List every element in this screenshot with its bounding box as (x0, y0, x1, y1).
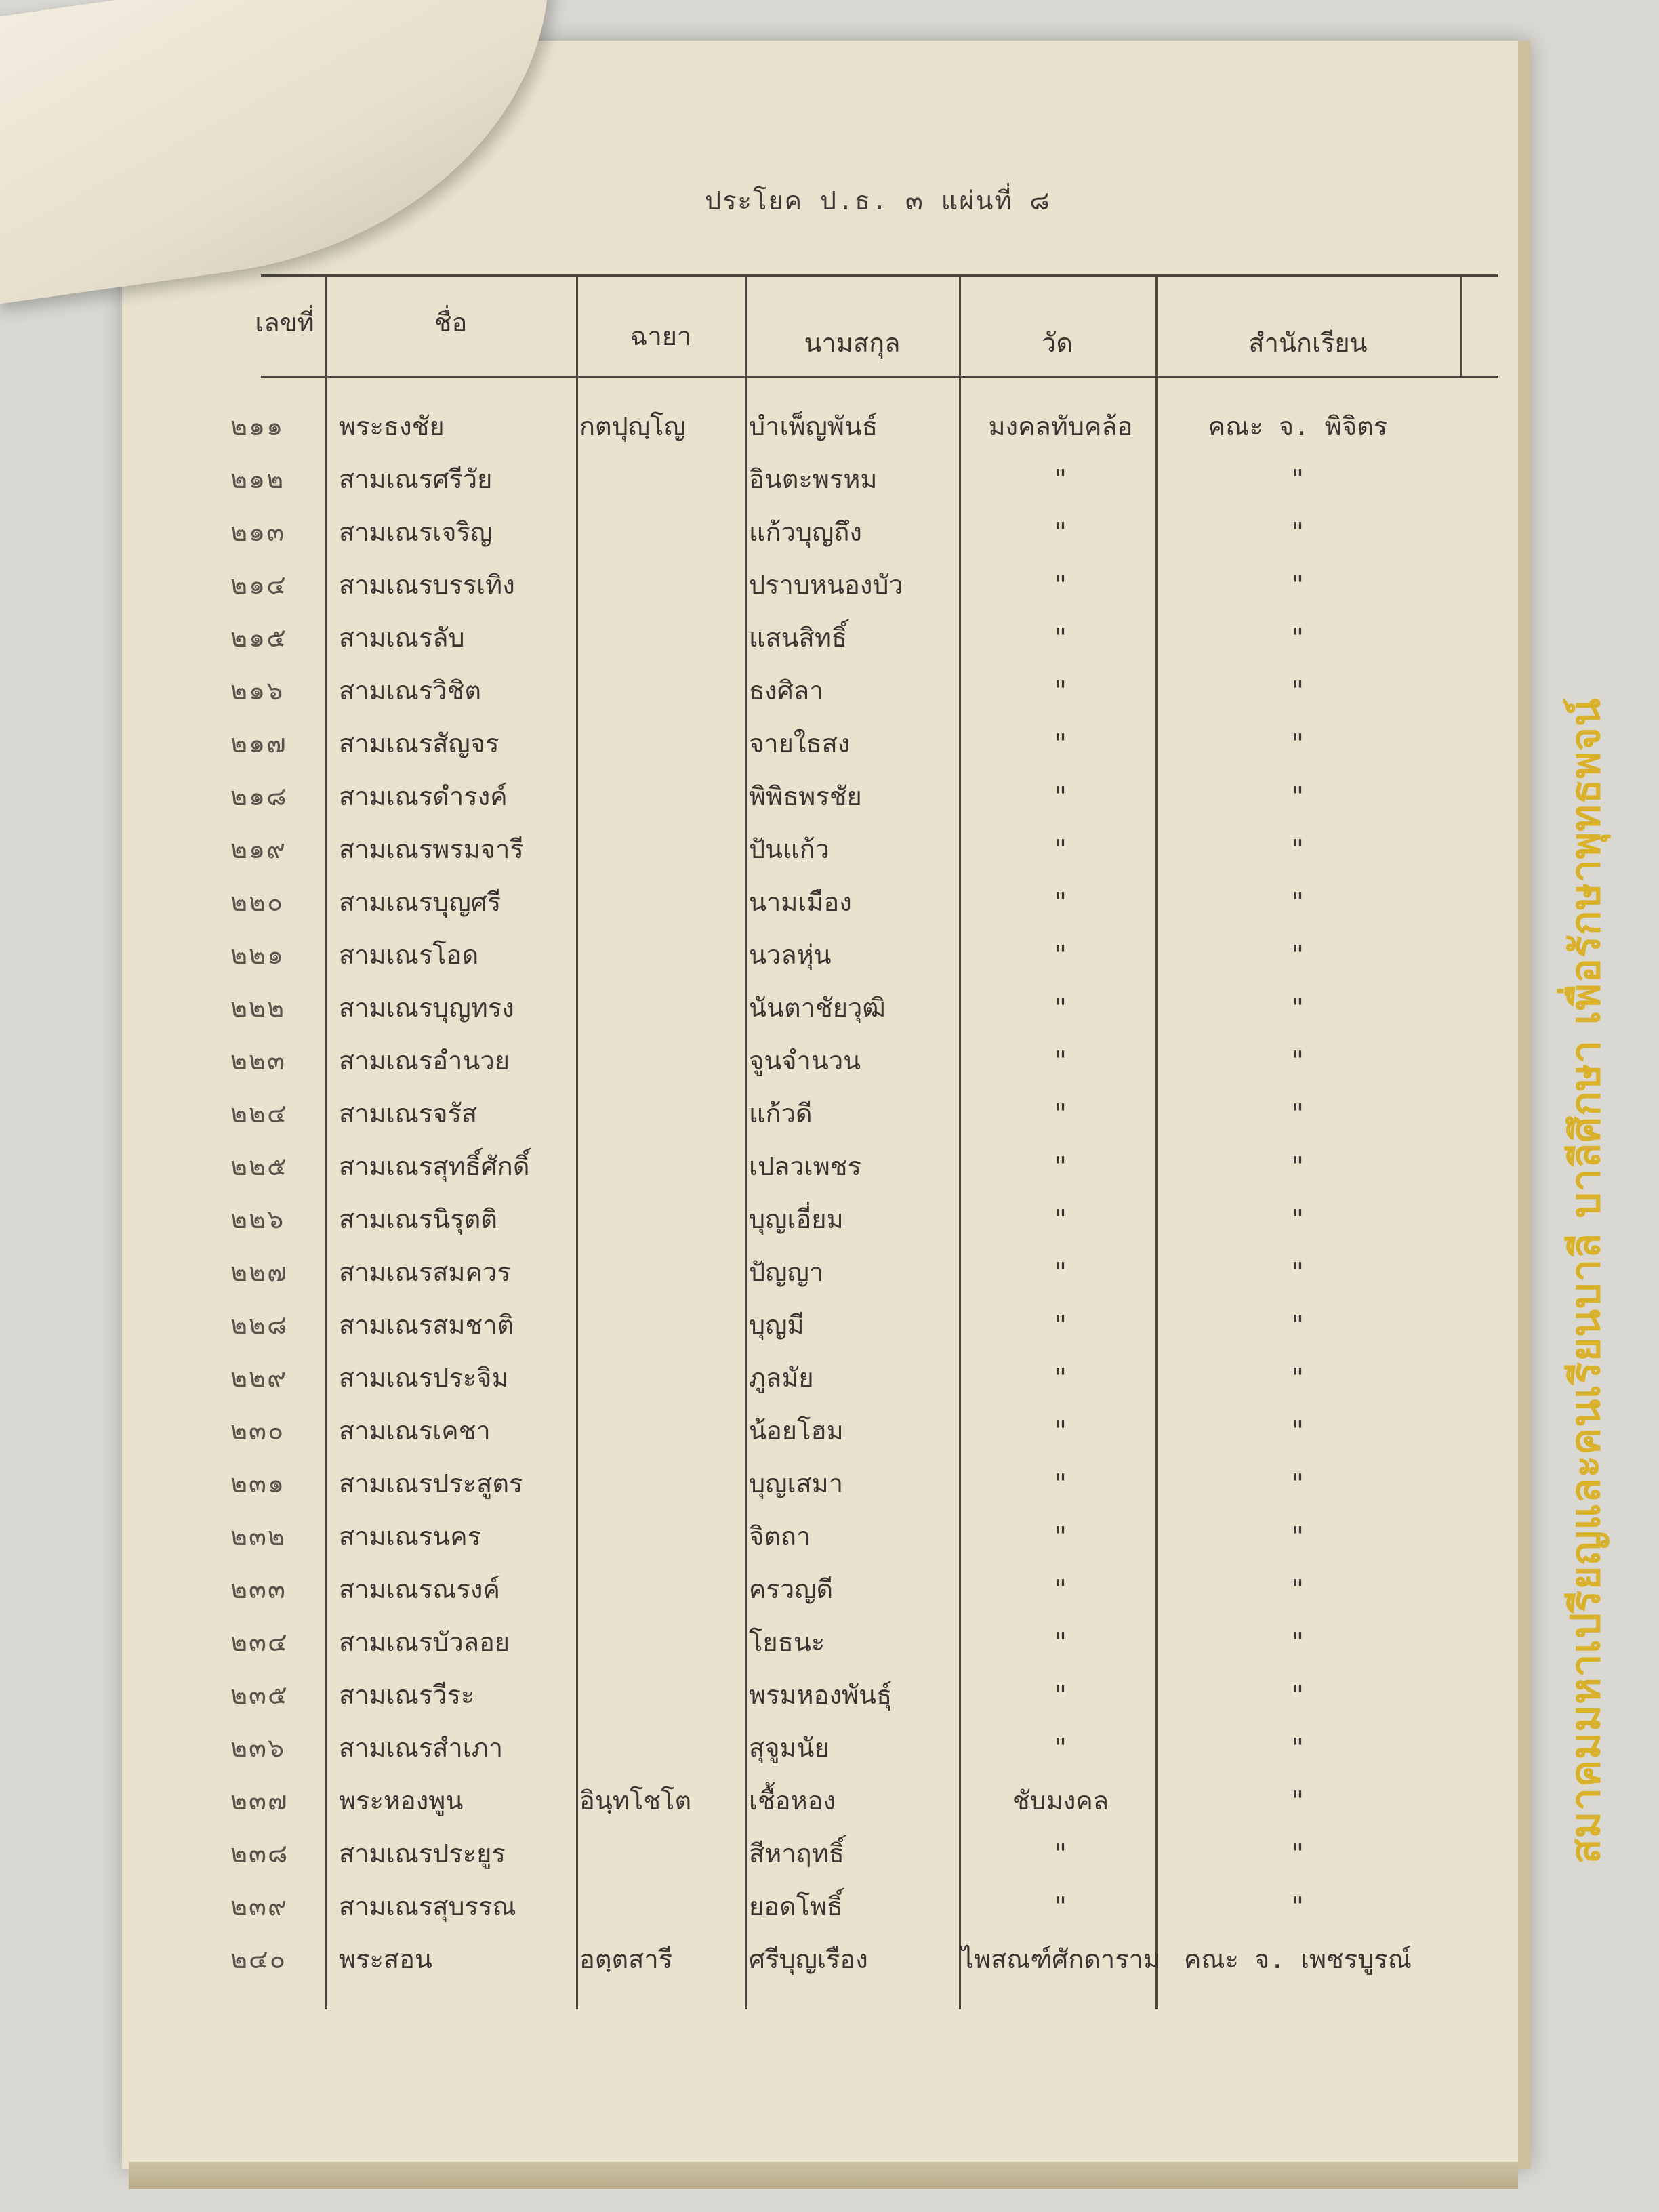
row-number: ๒๓๕ (230, 1680, 289, 1710)
row-surname: จิตถา (749, 1521, 811, 1551)
row-wat: " (1052, 1310, 1069, 1340)
row-wat: " (1052, 1627, 1069, 1657)
row-surname: อินตะพรหม (749, 464, 878, 494)
row-wat: " (1052, 517, 1069, 547)
row-surname: จูนจำนวน (749, 1046, 861, 1076)
row-wat: " (1052, 623, 1069, 653)
row-surname: ปัญญา (749, 1257, 824, 1287)
row-school: " (1290, 1204, 1306, 1234)
row-name: สามเณรสมชาติ (339, 1310, 514, 1340)
row-surname: บำเพ็ญพันธ์ (749, 411, 878, 441)
row-surname: แก้วดี (749, 1099, 813, 1128)
row-number: ๒๒๖ (230, 1204, 285, 1234)
row-school: " (1290, 1786, 1306, 1816)
table-row (230, 981, 1498, 1034)
row-wat: " (1052, 887, 1069, 917)
header-wat: วัด (1041, 328, 1073, 358)
row-school: คณะ จ. พิจิตร (1208, 411, 1388, 441)
header-surname: นามสกุล (804, 328, 901, 358)
row-number: ๒๓๐ (230, 1416, 285, 1446)
row-surname: ภูลมัย (749, 1363, 814, 1393)
table-row (230, 928, 1498, 981)
row-wat: " (1052, 1891, 1069, 1921)
row-wat: " (1052, 570, 1069, 600)
row-number: ๒๓๒ (230, 1521, 287, 1551)
row-name: สามเณรประยูร (339, 1839, 506, 1868)
table-row (230, 1721, 1498, 1774)
page-title: ประโยค ป.ธ. ๓ แผ่นที่ ๘ (705, 186, 1051, 216)
row-school: " (1290, 1099, 1306, 1128)
row-number: ๒๓๘ (230, 1839, 289, 1868)
table-row (230, 1404, 1498, 1457)
row-wat: " (1052, 1469, 1069, 1498)
row-number: ๒๓๔ (230, 1627, 289, 1657)
row-wat: " (1052, 464, 1069, 494)
row-name: สามเณรนคร (339, 1521, 482, 1551)
row-number: ๒๑๒ (230, 464, 285, 494)
table-row (230, 1087, 1498, 1140)
row-wat: " (1052, 834, 1069, 864)
page-stack-edge (129, 2162, 1518, 2189)
table-row (230, 400, 1498, 453)
row-number: ๒๑๓ (230, 517, 286, 547)
row-wat: " (1052, 1839, 1069, 1868)
row-name: สามเณรบุญศรี (339, 887, 501, 917)
row-name: สามเณรเจริญ (339, 517, 493, 547)
row-wat: " (1052, 1099, 1069, 1128)
table-row (230, 1827, 1498, 1880)
row-school: " (1290, 1257, 1306, 1287)
row-name: พระสอน (339, 1944, 432, 1974)
row-number: ๒๒๔ (230, 1099, 288, 1128)
row-school: " (1290, 1733, 1306, 1763)
row-surname: บุญเอี่ยม (749, 1204, 844, 1234)
header-school: สำนักเรียน (1248, 328, 1368, 358)
row-surname: บุญมี (749, 1310, 804, 1340)
row-name: สามเณรบรรเทิง (339, 570, 515, 600)
row-school: " (1290, 1469, 1306, 1498)
row-name: สามเณรประจิม (339, 1363, 509, 1393)
row-surname: เชื้อหอง (749, 1786, 836, 1816)
row-name: สามเณรเคชา (339, 1416, 491, 1446)
row-school: " (1290, 1521, 1306, 1551)
row-school: " (1290, 1310, 1306, 1340)
row-chaya: กตปุญฺโญ (579, 411, 686, 441)
row-school: " (1290, 1574, 1306, 1604)
row-name: สามเณรอำนวย (339, 1046, 510, 1076)
row-school: " (1290, 464, 1306, 494)
table-row (230, 1510, 1498, 1563)
header-chaya: ฉายา (630, 321, 692, 351)
row-name: สามเณรสุบรรณ (339, 1891, 516, 1921)
row-school: " (1290, 781, 1306, 811)
table-row (230, 1351, 1498, 1404)
row-wat: ชับมงคล (1012, 1786, 1109, 1816)
row-surname: ธงศิลา (749, 676, 824, 705)
row-name: สามเณรบุญทรง (339, 993, 514, 1023)
table-row (230, 558, 1498, 611)
row-school: " (1290, 1046, 1306, 1076)
row-school: " (1290, 834, 1306, 864)
row-wat: " (1052, 676, 1069, 705)
row-wat: " (1052, 1416, 1069, 1446)
header-name: ชื่อ (434, 308, 468, 337)
row-school: " (1290, 887, 1306, 917)
row-name: สามเณรนิรุตติ (339, 1204, 497, 1234)
row-wat: มงคลทับคล้อ (988, 411, 1133, 441)
row-number: ๒๒๘ (230, 1310, 289, 1340)
row-surname: ปราบหนองบัว (749, 570, 903, 600)
row-wat: ไพสณฑ์ศักดาราม (960, 1944, 1161, 1974)
row-wat: " (1052, 1521, 1069, 1551)
row-number: ๒๒๙ (230, 1363, 287, 1393)
row-number: ๒๓๙ (230, 1891, 288, 1921)
header-number: เลขที่ (255, 308, 314, 337)
row-chaya: อินฺทโชโต (579, 1786, 692, 1816)
table-row (230, 876, 1498, 928)
row-name: สามเณรบัวลอย (339, 1627, 510, 1657)
row-school: " (1290, 1627, 1306, 1657)
row-number: ๒๒๑ (230, 940, 285, 970)
row-surname: เปลวเพชร (749, 1151, 861, 1181)
row-name: สามเณรประสูตร (339, 1469, 523, 1498)
table-row (230, 1616, 1498, 1668)
row-number: ๒๒๒ (230, 993, 286, 1023)
row-wat: " (1052, 781, 1069, 811)
row-name: สามเณรลับ (339, 623, 465, 653)
row-name: สามเณรศรีวัย (339, 464, 493, 494)
row-school: " (1290, 1416, 1306, 1446)
table-row (230, 1933, 1498, 1986)
table-row (230, 1457, 1498, 1510)
row-school: " (1290, 570, 1306, 600)
row-school: " (1290, 993, 1306, 1023)
row-name: สามเณรจรัส (339, 1099, 478, 1128)
row-name: สามเณรสำเภา (339, 1733, 504, 1763)
row-school: " (1290, 623, 1306, 653)
row-wat: " (1052, 1363, 1069, 1393)
row-school: " (1290, 1839, 1306, 1868)
row-surname: ปันแก้ว (749, 834, 830, 864)
table-row (230, 717, 1498, 770)
row-school: คณะ จ. เพชรบูรณ์ (1183, 1944, 1412, 1974)
row-number: ๒๑๕ (230, 623, 287, 653)
row-name: สามเณรดำรงค์ (339, 781, 508, 811)
row-name: สามเณรสุทธิ์ศักดิ์ (339, 1151, 530, 1181)
row-surname: แก้วบุญถึง (749, 517, 862, 547)
table-row (230, 1246, 1498, 1298)
table-row (230, 664, 1498, 717)
row-surname: สุจูมนัย (749, 1733, 830, 1763)
row-surname: นวลหุ่น (749, 940, 832, 970)
row-school: " (1290, 729, 1306, 758)
row-name: สามเณรวีระ (339, 1680, 475, 1710)
table-row (230, 1193, 1498, 1246)
table-top-rule (261, 274, 1498, 276)
row-wat: " (1052, 1733, 1069, 1763)
row-number: ๒๒๐ (230, 887, 285, 917)
row-surname: ศรีบุญเรือง (749, 1944, 868, 1974)
row-chaya: อตฺตสารี (579, 1944, 673, 1974)
results-table (230, 274, 1498, 2023)
row-school: " (1290, 1151, 1306, 1181)
row-surname: พิพิธพรชัย (749, 781, 862, 811)
row-number: ๒๒๕ (230, 1151, 288, 1181)
row-surname: นามเมือง (749, 887, 852, 917)
row-school: " (1290, 676, 1306, 705)
table-row (230, 823, 1498, 876)
row-name: พระหองพูน (339, 1786, 464, 1816)
row-wat: " (1052, 1574, 1069, 1604)
watermark-text: สมาคมมหาเปรียญและคนเรียนบาลี บาลีศึกษา เพื่อรักษาพุทธพจน์ (1562, 697, 1610, 1864)
row-surname: พรมหองพันธุ์ (749, 1680, 893, 1710)
table-header-rule (261, 376, 1498, 378)
row-school: " (1290, 1363, 1306, 1393)
row-surname: น้อยโฮม (749, 1416, 844, 1446)
row-wat: " (1052, 1257, 1069, 1287)
row-number: ๒๑๘ (230, 781, 288, 811)
row-school: " (1290, 517, 1306, 547)
row-surname: ยอดโพธิ์ (749, 1891, 843, 1921)
table-row (230, 1140, 1498, 1193)
row-school: " (1290, 940, 1306, 970)
row-number: ๒๑๔ (230, 570, 287, 600)
row-number: ๒๓๓ (230, 1574, 287, 1604)
row-number: ๒๓๖ (230, 1733, 286, 1763)
row-name: สามเณรสัญจร (339, 729, 499, 758)
table-row (230, 1034, 1498, 1087)
row-number: ๒๓๑ (230, 1469, 286, 1498)
row-wat: " (1052, 1680, 1069, 1710)
row-number: ๒๑๖ (230, 676, 285, 705)
row-wat: " (1052, 1151, 1069, 1181)
column-divider (1460, 274, 1462, 376)
row-surname: สีหาฤทธิ์ (749, 1839, 844, 1868)
row-number: ๒๓๗ (230, 1786, 289, 1816)
table-row (230, 611, 1498, 664)
row-number: ๒๑๑ (230, 411, 285, 441)
row-surname: บุญเสมา (749, 1469, 844, 1498)
row-name: สามเณรโอด (339, 940, 479, 970)
row-number: ๒๑๙ (230, 834, 287, 864)
row-name: พระธงชัย (339, 411, 445, 441)
row-wat: " (1052, 729, 1069, 758)
table-row (230, 506, 1498, 558)
row-school: " (1290, 1891, 1306, 1921)
row-school: " (1290, 1680, 1306, 1710)
table-row (230, 1563, 1498, 1616)
row-surname: โยธนะ (749, 1627, 825, 1657)
row-wat: " (1052, 940, 1069, 970)
row-surname: ครวญดี (749, 1574, 834, 1604)
row-name: สามเณรสมควร (339, 1257, 511, 1287)
table-row (230, 1298, 1498, 1351)
row-surname: แสนสิทธิ์ (749, 623, 848, 653)
table-row (230, 1774, 1498, 1827)
row-wat: " (1052, 1046, 1069, 1076)
table-row (230, 770, 1498, 823)
row-number: ๒๒๓ (230, 1046, 287, 1076)
table-row (230, 1668, 1498, 1721)
row-surname: นันตาชัยวุฒิ (749, 993, 886, 1023)
table-row (230, 1880, 1498, 1933)
row-name: สามเณรวิชิต (339, 676, 482, 705)
row-surname: จายใธสง (749, 729, 851, 758)
row-wat: " (1052, 993, 1069, 1023)
row-number: ๒๒๗ (230, 1257, 288, 1287)
row-name: สามเณรณรงค์ (339, 1574, 500, 1604)
table-row (230, 453, 1498, 506)
row-number: ๒๑๗ (230, 729, 287, 758)
row-number: ๒๔๐ (230, 1944, 287, 1974)
row-name: สามเณรพรมจารี (339, 834, 524, 864)
row-wat: " (1052, 1204, 1069, 1234)
